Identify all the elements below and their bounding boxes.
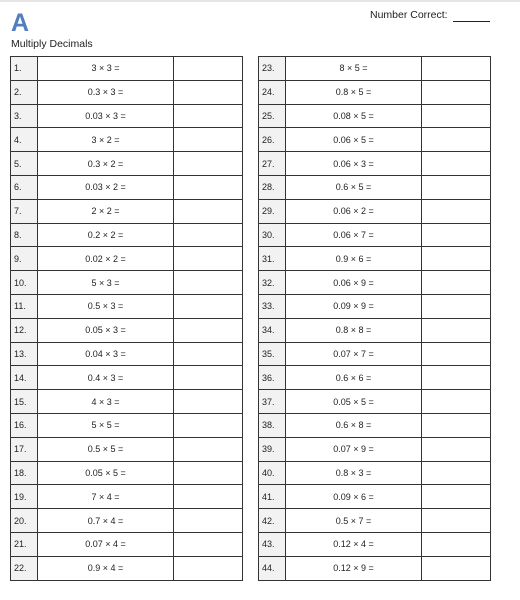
- problem-number: 41.: [259, 485, 286, 509]
- problem-row: [259, 128, 491, 152]
- answer-cell[interactable]: [422, 128, 491, 152]
- problem-expression: 0.5 × 3 =: [38, 294, 174, 318]
- answer-cell[interactable]: [174, 80, 243, 104]
- problem-number: 25.: [259, 104, 286, 128]
- problem-expression: 0.6 × 8 =: [286, 413, 422, 437]
- problem-expression: 0.02 × 2 =: [38, 247, 174, 271]
- problem-expression: 0.8 × 5 =: [286, 80, 422, 104]
- problem-number: 26.: [259, 128, 286, 152]
- problem-expression: 0.07 × 9 =: [286, 437, 422, 461]
- answer-cell[interactable]: [174, 152, 243, 176]
- problem-number: 5.: [11, 152, 38, 176]
- answer-cell[interactable]: [422, 532, 491, 556]
- problem-expression: 4 × 3 =: [38, 390, 174, 414]
- answer-cell[interactable]: [422, 366, 491, 390]
- problem-row: [259, 437, 491, 461]
- answer-cell[interactable]: [422, 437, 491, 461]
- problem-number: 10.: [11, 271, 38, 295]
- worksheet-letter: A: [11, 9, 30, 37]
- problem-row: [11, 342, 243, 366]
- answer-cell[interactable]: [422, 318, 491, 342]
- answer-cell[interactable]: [174, 223, 243, 247]
- problem-expression: 0.6 × 5 =: [286, 175, 422, 199]
- problem-row: [11, 80, 243, 104]
- answer-cell[interactable]: [422, 199, 491, 223]
- problem-expression: 0.03 × 2 =: [38, 175, 174, 199]
- answer-cell[interactable]: [174, 509, 243, 533]
- answer-cell[interactable]: [174, 342, 243, 366]
- problem-expression: 0.06 × 2 =: [286, 199, 422, 223]
- problem-expression: 0.07 × 7 =: [286, 342, 422, 366]
- answer-cell[interactable]: [174, 271, 243, 295]
- problem-row: [11, 390, 243, 414]
- problem-expression: 0.03 × 3 =: [38, 104, 174, 128]
- problem-table-right: [258, 56, 491, 581]
- answer-cell[interactable]: [422, 556, 491, 580]
- problem-number: 2.: [11, 80, 38, 104]
- problem-number: 18.: [11, 461, 38, 485]
- answer-cell[interactable]: [174, 461, 243, 485]
- problem-expression: 0.08 × 5 =: [286, 104, 422, 128]
- problem-number: 43.: [259, 532, 286, 556]
- problem-expression: 0.3 × 3 =: [38, 80, 174, 104]
- answer-cell[interactable]: [174, 437, 243, 461]
- answer-cell[interactable]: [174, 390, 243, 414]
- problem-row: [11, 485, 243, 509]
- problem-number: 15.: [11, 390, 38, 414]
- answer-cell[interactable]: [174, 318, 243, 342]
- problem-row: [259, 271, 491, 295]
- problem-expression: 0.6 × 6 =: [286, 366, 422, 390]
- problem-expression: 0.05 × 5 =: [38, 461, 174, 485]
- problem-expression: 0.5 × 5 =: [38, 437, 174, 461]
- problem-number: 1.: [11, 57, 38, 81]
- problem-expression: 8 × 5 =: [286, 57, 422, 81]
- problem-number: 23.: [259, 57, 286, 81]
- answer-cell[interactable]: [422, 104, 491, 128]
- problem-row: [259, 413, 491, 437]
- answer-cell[interactable]: [422, 152, 491, 176]
- problem-number: 32.: [259, 271, 286, 295]
- problem-number: 37.: [259, 390, 286, 414]
- problem-expression: 0.8 × 8 =: [286, 318, 422, 342]
- problem-row: [11, 532, 243, 556]
- problem-expression: 3 × 2 =: [38, 128, 174, 152]
- problem-number: 42.: [259, 509, 286, 533]
- problem-expression: 0.4 × 3 =: [38, 366, 174, 390]
- problem-row: [259, 247, 491, 271]
- answer-cell[interactable]: [174, 413, 243, 437]
- problem-row: [259, 318, 491, 342]
- problem-expression: 0.9 × 6 =: [286, 247, 422, 271]
- problem-table-left: [10, 56, 243, 581]
- problem-row: [259, 152, 491, 176]
- answer-cell[interactable]: [174, 128, 243, 152]
- worksheet-title: Multiply Decimals: [11, 38, 93, 50]
- answer-cell[interactable]: [174, 175, 243, 199]
- problem-row: [259, 294, 491, 318]
- problem-row: [11, 509, 243, 533]
- problem-number: 9.: [11, 247, 38, 271]
- answer-cell[interactable]: [174, 104, 243, 128]
- problem-number: 34.: [259, 318, 286, 342]
- problem-row: [11, 366, 243, 390]
- problem-row: [259, 57, 491, 81]
- problem-expression: 0.06 × 3 =: [286, 152, 422, 176]
- answer-cell[interactable]: [422, 80, 491, 104]
- problem-number: 20.: [11, 509, 38, 533]
- problem-expression: 0.07 × 4 =: [38, 532, 174, 556]
- problem-row: [11, 57, 243, 81]
- problem-expression: 0.06 × 7 =: [286, 223, 422, 247]
- problem-row: [11, 413, 243, 437]
- number-correct-blank[interactable]: [453, 10, 490, 22]
- problem-expression: 5 × 3 =: [38, 271, 174, 295]
- problem-expression: 0.3 × 2 =: [38, 152, 174, 176]
- problem-expression: 0.09 × 6 =: [286, 485, 422, 509]
- answer-cell[interactable]: [422, 271, 491, 295]
- problem-row: [259, 461, 491, 485]
- problem-row: [259, 80, 491, 104]
- problem-row: [259, 556, 491, 580]
- problem-number: 4.: [11, 128, 38, 152]
- problem-expression: 0.12 × 9 =: [286, 556, 422, 580]
- problem-row: [259, 104, 491, 128]
- problem-number: 7.: [11, 199, 38, 223]
- answer-cell[interactable]: [174, 485, 243, 509]
- problem-number: 44.: [259, 556, 286, 580]
- answer-cell[interactable]: [174, 57, 243, 81]
- answer-cell[interactable]: [422, 390, 491, 414]
- problem-expression: 7 × 4 =: [38, 485, 174, 509]
- problem-row: [259, 175, 491, 199]
- problem-row: [11, 223, 243, 247]
- problem-expression: 2 × 2 =: [38, 199, 174, 223]
- problem-number: 28.: [259, 175, 286, 199]
- problem-number: 19.: [11, 485, 38, 509]
- answer-cell[interactable]: [174, 247, 243, 271]
- problem-row: [11, 437, 243, 461]
- problem-row: [11, 461, 243, 485]
- problem-expression: 0.04 × 3 =: [38, 342, 174, 366]
- top-divider: [0, 0, 520, 2]
- problem-number: 11.: [11, 294, 38, 318]
- answer-cell[interactable]: [422, 223, 491, 247]
- problem-row: [11, 152, 243, 176]
- problem-number: 39.: [259, 437, 286, 461]
- problem-number: 35.: [259, 342, 286, 366]
- problem-expression: 0.12 × 4 =: [286, 532, 422, 556]
- problem-row: [259, 509, 491, 533]
- problem-expression: 0.06 × 5 =: [286, 128, 422, 152]
- problem-row: [11, 294, 243, 318]
- number-correct: [370, 8, 490, 22]
- problem-number: 13.: [11, 342, 38, 366]
- problem-number: 33.: [259, 294, 286, 318]
- problem-row: [259, 366, 491, 390]
- problem-row: [11, 104, 243, 128]
- answer-cell[interactable]: [422, 413, 491, 437]
- problem-row: [259, 199, 491, 223]
- answer-cell[interactable]: [422, 57, 491, 81]
- problem-row: [259, 342, 491, 366]
- problem-row: [11, 128, 243, 152]
- problem-number: 36.: [259, 366, 286, 390]
- problem-expression: 0.5 × 7 =: [286, 509, 422, 533]
- problem-number: 31.: [259, 247, 286, 271]
- problem-number: 12.: [11, 318, 38, 342]
- answer-cell[interactable]: [174, 366, 243, 390]
- number-correct-label: Number Correct:: [370, 9, 448, 21]
- answer-cell[interactable]: [422, 294, 491, 318]
- problem-expression: 0.05 × 5 =: [286, 390, 422, 414]
- answer-cell[interactable]: [422, 461, 491, 485]
- problem-row: [11, 199, 243, 223]
- answer-cell[interactable]: [174, 532, 243, 556]
- answer-cell[interactable]: [422, 485, 491, 509]
- problem-row: [259, 390, 491, 414]
- problem-number: 17.: [11, 437, 38, 461]
- problem-number: 27.: [259, 152, 286, 176]
- problem-expression: 0.9 × 4 =: [38, 556, 174, 580]
- problem-expression: 0.06 × 9 =: [286, 271, 422, 295]
- answer-cell[interactable]: [422, 175, 491, 199]
- problem-number: 3.: [11, 104, 38, 128]
- problem-number: 24.: [259, 80, 286, 104]
- problem-number: 22.: [11, 556, 38, 580]
- problem-row: [11, 318, 243, 342]
- problem-number: 40.: [259, 461, 286, 485]
- problem-number: 16.: [11, 413, 38, 437]
- answer-cell[interactable]: [422, 247, 491, 271]
- problem-number: 6.: [11, 175, 38, 199]
- problem-number: 8.: [11, 223, 38, 247]
- answer-cell[interactable]: [174, 199, 243, 223]
- answer-cell[interactable]: [422, 342, 491, 366]
- problem-expression: 0.2 × 2 =: [38, 223, 174, 247]
- problem-expression: 0.05 × 3 =: [38, 318, 174, 342]
- problem-expression: 3 × 3 =: [38, 57, 174, 81]
- problem-number: 30.: [259, 223, 286, 247]
- problem-row: [11, 175, 243, 199]
- problem-expression: 0.09 × 9 =: [286, 294, 422, 318]
- problem-row: [11, 556, 243, 580]
- problem-number: 14.: [11, 366, 38, 390]
- problem-row: [259, 532, 491, 556]
- answer-cell[interactable]: [174, 556, 243, 580]
- problem-row: [259, 223, 491, 247]
- problem-row: [11, 271, 243, 295]
- problem-expression: 0.8 × 3 =: [286, 461, 422, 485]
- answer-cell[interactable]: [422, 509, 491, 533]
- problem-expression: 5 × 5 =: [38, 413, 174, 437]
- problem-row: [259, 485, 491, 509]
- problem-number: 21.: [11, 532, 38, 556]
- problem-expression: 0.7 × 4 =: [38, 509, 174, 533]
- problem-number: 38.: [259, 413, 286, 437]
- problem-row: [11, 247, 243, 271]
- answer-cell[interactable]: [174, 294, 243, 318]
- problem-number: 29.: [259, 199, 286, 223]
